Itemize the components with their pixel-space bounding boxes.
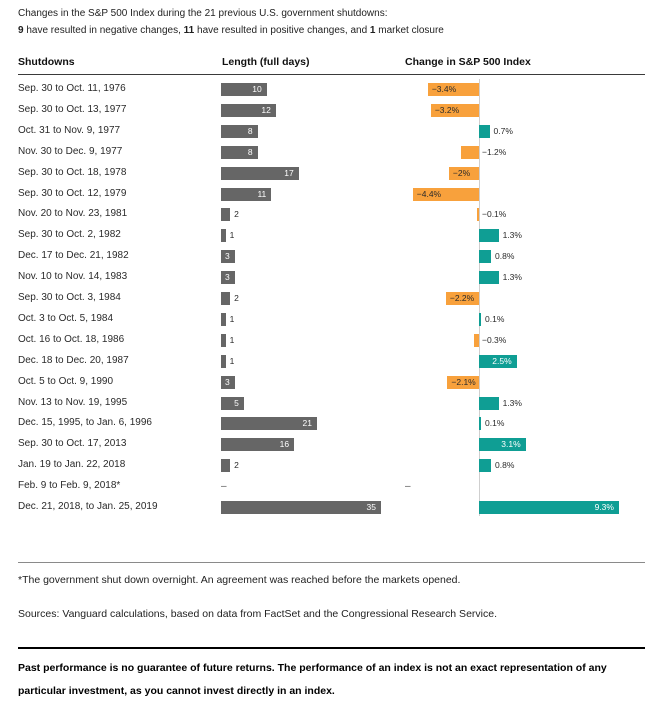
change-no-data-dash: – bbox=[405, 481, 411, 493]
table-row bbox=[0, 434, 659, 455]
change-bar-positive bbox=[479, 313, 481, 326]
table-row bbox=[0, 372, 659, 393]
table-row bbox=[0, 163, 659, 184]
table-row bbox=[0, 100, 659, 121]
chart-title-line1: Changes in the S&P 500 Index during the 21 previous U.S. government shutdowns: bbox=[18, 8, 388, 19]
shutdown-date-label: Nov. 20 to Nov. 23, 1981 bbox=[18, 208, 128, 220]
change-value: 0.1% bbox=[485, 418, 505, 429]
disclaimer-divider bbox=[18, 647, 645, 649]
shutdown-date-label: Sep. 30 to Oct. 17, 2013 bbox=[18, 438, 127, 450]
change-bar-negative bbox=[449, 167, 479, 180]
length-bar bbox=[221, 501, 381, 514]
shutdown-date-label: Sep. 30 to Oct. 11, 1976 bbox=[18, 83, 126, 94]
length-bar bbox=[221, 459, 230, 472]
change-bar-positive bbox=[479, 397, 499, 410]
length-bar bbox=[221, 125, 258, 138]
footnote-text: *The government shut down overnight. An agreement was reached before the markets opened. bbox=[18, 574, 461, 586]
length-value: 1 bbox=[229, 355, 235, 366]
change-value: 0.8% bbox=[495, 251, 515, 262]
length-value: 35 bbox=[366, 502, 376, 512]
length-value: 1 bbox=[229, 313, 235, 324]
change-value: 0.7% bbox=[493, 125, 513, 136]
change-bar-negative bbox=[474, 334, 479, 347]
length-value: 3 bbox=[224, 251, 230, 262]
length-bar bbox=[221, 355, 226, 368]
length-bar bbox=[221, 83, 267, 96]
length-value: 10 bbox=[252, 84, 262, 94]
length-value: 11 bbox=[257, 188, 267, 199]
shutdown-date-label: Oct. 16 to Oct. 18, 1986 bbox=[18, 333, 125, 345]
change-value: 0.1% bbox=[485, 313, 505, 324]
column-header-shutdowns: Shutdowns bbox=[18, 56, 75, 68]
table-row bbox=[0, 79, 659, 100]
length-bar bbox=[221, 334, 226, 347]
shutdown-date-label: Sep. 30 to Oct. 18, 1978 bbox=[18, 166, 127, 178]
shutdown-date-label: Dec. 17 to Dec. 21, 1982 bbox=[18, 250, 129, 262]
length-value: 2 bbox=[234, 209, 239, 220]
length-value: 1 bbox=[229, 230, 235, 241]
length-no-data-dash: – bbox=[221, 481, 227, 493]
change-bar-negative bbox=[413, 188, 479, 201]
length-bar bbox=[221, 229, 226, 242]
change-bar-positive bbox=[479, 271, 499, 284]
sources-text: Sources: Vanguard calculations, based on data from FactSet and the Congressional Research Service. bbox=[18, 608, 497, 620]
table-row bbox=[0, 413, 659, 434]
length-bar bbox=[221, 188, 271, 201]
table-row bbox=[0, 330, 659, 351]
count-closure: 1 bbox=[369, 25, 376, 36]
change-value: −3.2% bbox=[434, 104, 460, 115]
change-value: 1.3% bbox=[502, 397, 522, 408]
change-bar-negative bbox=[428, 83, 479, 96]
change-bar-positive bbox=[479, 459, 491, 472]
shutdown-date-label: Feb. 9 to Feb. 9, 2018* bbox=[18, 480, 121, 492]
length-bar bbox=[221, 397, 244, 410]
length-value: 3 bbox=[224, 376, 230, 387]
length-bar bbox=[221, 146, 258, 159]
footer-divider bbox=[18, 562, 645, 563]
shutdown-date-label: Nov. 13 to Nov. 19, 1995 bbox=[18, 396, 128, 408]
length-value: 21 bbox=[302, 418, 312, 429]
change-value: 9.3% bbox=[594, 502, 614, 512]
length-bar bbox=[221, 313, 226, 326]
table-row bbox=[0, 267, 659, 288]
table-row bbox=[0, 246, 659, 267]
shutdown-date-label: Jan. 19 to Jan. 22, 2018 bbox=[18, 459, 126, 471]
change-value: −2.1% bbox=[451, 376, 476, 387]
change-value: −2.2% bbox=[449, 293, 475, 303]
length-bar bbox=[221, 271, 235, 284]
table-row bbox=[0, 225, 659, 246]
disclaimer-text: Past performance is no guarantee of future returns. The performance of an index is not an exact representation of any particular investment, as you cannot invest directly in an index. bbox=[18, 662, 607, 697]
column-header-length: Length (full days) bbox=[222, 56, 310, 68]
count-negative: 9 bbox=[18, 25, 24, 36]
table-row bbox=[0, 393, 659, 414]
length-value: 2 bbox=[234, 460, 239, 471]
length-value: 2 bbox=[234, 293, 239, 303]
change-bar-negative bbox=[447, 376, 479, 389]
length-bar bbox=[221, 417, 317, 430]
change-bar-negative bbox=[431, 104, 479, 117]
chart-title-line2 bbox=[18, 25, 444, 36]
length-value: 3 bbox=[224, 272, 230, 283]
length-bar bbox=[221, 208, 230, 221]
table-row bbox=[0, 497, 659, 518]
change-value: 1.3% bbox=[502, 230, 522, 241]
chart-rows bbox=[0, 79, 659, 519]
change-bar-positive bbox=[479, 355, 517, 368]
length-value: 8 bbox=[247, 146, 253, 157]
change-bar-negative bbox=[446, 292, 479, 305]
change-bar-positive bbox=[479, 438, 526, 451]
shutdown-date-label: Sep. 30 to Oct. 2, 1982 bbox=[18, 229, 121, 241]
length-value: 8 bbox=[247, 125, 253, 136]
shutdown-date-label: Sep. 30 to Oct. 3, 1984 bbox=[18, 292, 121, 303]
change-value: −0.3% bbox=[482, 334, 507, 345]
change-value: 2.5% bbox=[492, 355, 512, 366]
shutdown-date-label: Dec. 15, 1995, to Jan. 6, 1996 bbox=[18, 417, 152, 429]
length-bar bbox=[221, 292, 230, 305]
shutdown-date-label: Oct. 3 to Oct. 5, 1984 bbox=[18, 312, 114, 324]
shutdown-date-label: Sep. 30 to Oct. 13, 1977 bbox=[18, 103, 127, 115]
change-value: −2% bbox=[452, 167, 471, 178]
table-row bbox=[0, 121, 659, 142]
table-row bbox=[0, 288, 659, 309]
length-value: 16 bbox=[279, 439, 290, 450]
length-value: 12 bbox=[261, 104, 271, 115]
table-row bbox=[0, 204, 659, 225]
length-bar bbox=[221, 438, 294, 451]
count-positive: 11 bbox=[183, 25, 195, 36]
change-value: 0.8% bbox=[495, 460, 515, 471]
length-value: 17 bbox=[284, 167, 294, 178]
change-bar-negative bbox=[461, 146, 479, 159]
change-value: 1.3% bbox=[502, 272, 522, 283]
length-value: 1 bbox=[229, 334, 235, 345]
title-segment: have resulted in positive changes, and bbox=[194, 25, 370, 36]
table-row bbox=[0, 476, 659, 497]
table-row bbox=[0, 142, 659, 163]
change-bar-positive bbox=[479, 250, 491, 263]
shutdown-date-label: Dec. 21, 2018, to Jan. 25, 2019 bbox=[18, 501, 158, 512]
table-row bbox=[0, 351, 659, 372]
change-bar-positive bbox=[479, 417, 481, 430]
change-value: −3.4% bbox=[431, 84, 457, 94]
title-segment: have resulted in negative changes, bbox=[23, 25, 184, 36]
change-value: −4.4% bbox=[416, 188, 442, 199]
change-bar-positive bbox=[479, 125, 490, 138]
shutdown-date-label: Nov. 30 to Dec. 9, 1977 bbox=[18, 145, 123, 157]
length-bar bbox=[221, 250, 235, 263]
column-header-change: Change in S&P 500 Index bbox=[405, 56, 531, 68]
shutdown-date-label: Oct. 5 to Oct. 9, 1990 bbox=[18, 375, 114, 387]
length-value: 5 bbox=[234, 397, 239, 408]
shutdown-date-label: Oct. 31 to Nov. 9, 1977 bbox=[18, 124, 121, 136]
length-bar bbox=[221, 104, 276, 117]
length-bar bbox=[221, 376, 235, 389]
change-bar-positive bbox=[479, 229, 499, 242]
table-row bbox=[0, 309, 659, 330]
change-bar-positive bbox=[479, 501, 619, 514]
change-value: 3.1% bbox=[501, 439, 521, 450]
table-row bbox=[0, 455, 659, 476]
title-segment: market closure bbox=[375, 25, 444, 36]
change-value: −0.1% bbox=[482, 209, 507, 220]
shutdown-date-label: Sep. 30 to Oct. 12, 1979 bbox=[18, 187, 127, 199]
change-bar-negative bbox=[477, 208, 479, 221]
header-rule bbox=[18, 74, 645, 75]
table-row bbox=[0, 184, 659, 205]
length-bar bbox=[221, 167, 299, 180]
change-value: −1.2% bbox=[482, 146, 507, 157]
shutdown-date-label: Dec. 18 to Dec. 20, 1987 bbox=[18, 354, 129, 366]
shutdown-date-label: Nov. 10 to Nov. 14, 1983 bbox=[18, 271, 128, 283]
